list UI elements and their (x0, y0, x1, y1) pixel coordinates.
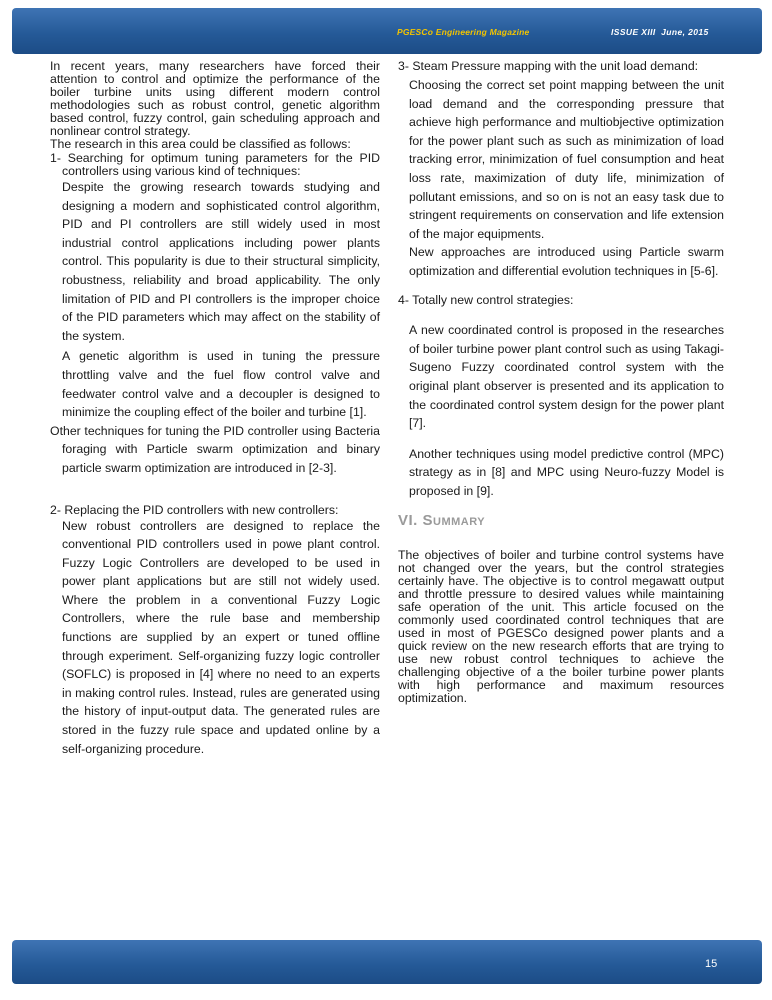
item3-paragraph-2: New approaches are introduced using Particle swarm optimization and differential evolution techniques in [5-6]. (409, 245, 724, 278)
item4-title: 4- Totally new control strategies: (398, 292, 574, 307)
left-column (50, 60, 380, 758)
item1-paragraph-2: A genetic algorithm is used in tuning the pressure throttling valve and the fuel flow control valve and feedwater control valve and a decoupler is designed to minimize the coupling effect of the boiler and turbine [1]. (62, 349, 380, 420)
intro-paragraph: In recent years, many researchers have forced their attention to control and optimize the performance of the boiler turbine units using different modern control methodologies such as robust control, genetic algorithm based control, fuzzy control, gain scheduling approach and nonlinear control strategy. (50, 59, 380, 138)
item3-paragraph-1: Choosing the correct set point mapping between the unit load demand and the corresponding pressure that achieve high performance and multiobjective optimization for the power plant such as such as minimization of load tracking error, minimization of fuel consumption and heat loss rate, maximization of duty life, minimization of pollutant emissions, and so on is not an easy task due to stringent requirements on conservation and life extension of the major equipments. (409, 78, 724, 241)
item4-paragraph-2: Another techniques using model predictive control (MPC) strategy as in [8] and MPC using Neuro-fuzzy Model is proposed in [9]. (409, 446, 724, 498)
footer-bar (12, 940, 762, 984)
item3-title: 3- Steam Pressure mapping with the unit load demand: (398, 59, 699, 73)
summary-heading: VI. Summary (398, 512, 486, 530)
item4-paragraph-1: A new coordinated control is proposed in the researches of boiler turbine power plant control such as using Takagi-Sugeno Fuzzy coordinated control system with the original plant observer is presented and its application to the coordinated control system design for the power plant [7]. (409, 323, 724, 431)
item1-title: 1- Searching for optimum tuning parameters for the PID controllers using various kind of techniques: (50, 151, 380, 178)
item2-paragraph-1: New robust controllers are designed to replace the conventional PID controllers used in powe plant control. Fuzzy Logic Controllers are developed to be used in power plant applications but are still not widely used. Where the problem in a conventional Fuzzy Logic Controllers, where the rule base and membership functions are supplied by an expert or tuned offline through experiment. Self-organizing fuzzy logic controller (SOFLC) is proposed in [4] where no need to an experts in making control rules. Instead, rules are generated using the history of input-output data. The generated rules are stored in the fuzzy rule space and updated online by a self-organizing procedure. (62, 518, 380, 756)
item1-paragraph-3: Other techniques for tuning the PID controller using Bacteria foraging with Particle swarm optimization and binary particle swarm optimization are introduced in [2-3]. (50, 423, 380, 475)
summary-paragraph: The objectives of boiler and turbine control systems have not changed over the years, but the control strategies certainly have. The objective is to control megawatt output and throttle pressure to desired values while maintaining safe operation of the unit. This article focused on the commonly used coordinated control techniques that are used in most of PGESCo designed power plants and a quick review on the new research efforts that are trying to use new robust control techniques to achieve the challenging objective of a the boiler turbine power plants with high performance and maximum resources optimization. (398, 548, 724, 706)
issue-label: ISSUE XIII June, 2015 (611, 27, 709, 37)
item1-paragraph-1: Despite the growing research towards studying and designing a modern and sophisticated control algorithm, PID and PI controllers are still widely used in most industrial control applications including power plants control. This popularity is due to their structural simplicity, robustness, reliability and broad applicability. The only limitation of PID and PI controllers is the improper choice of the PID parameters which may affect on the stability of the system. (62, 180, 380, 343)
item2-title: 2- Replacing the PID controllers with new controllers: (50, 502, 339, 517)
magazine-title: PGESCo Engineering Magazine (397, 27, 530, 37)
classified-paragraph: The research in this area could be classified as follows: (50, 137, 351, 151)
right-column (398, 60, 724, 705)
page-number: 15 (705, 958, 718, 970)
